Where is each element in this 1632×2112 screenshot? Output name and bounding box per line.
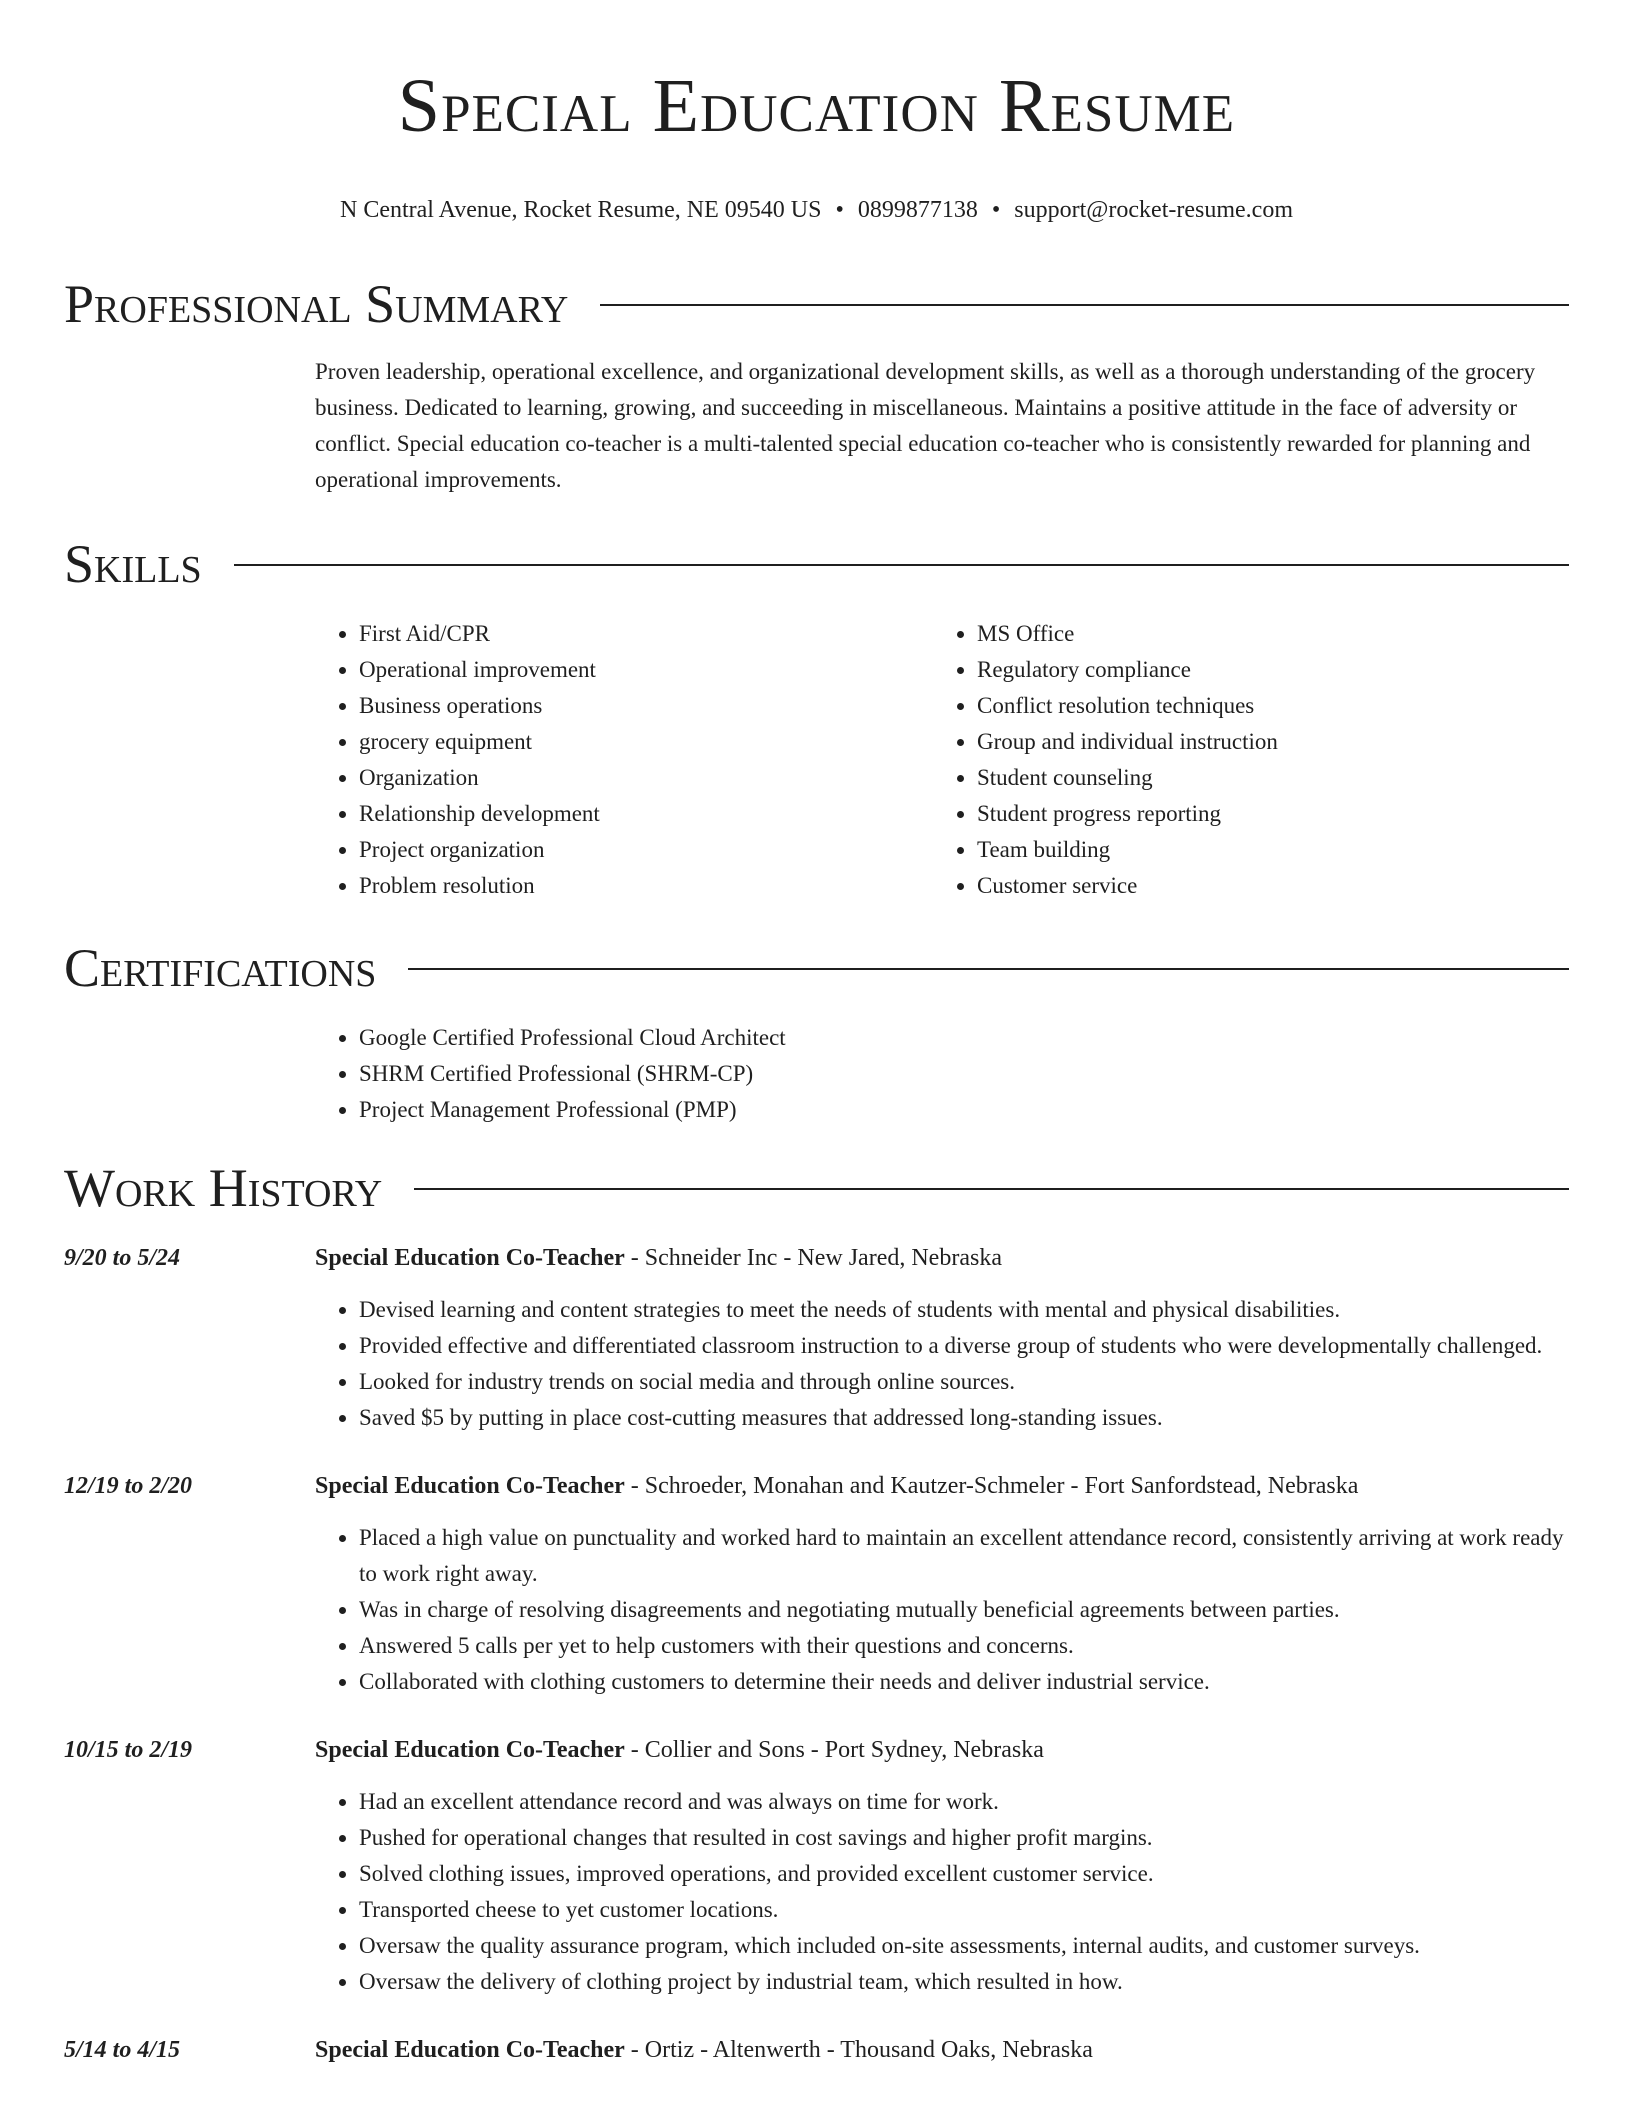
job-details: - Ortiz - Altenwerth - Thousand Oaks, Nebraska — [624, 2037, 1093, 2063]
job-bullet: • Placed a high value on punctuality and worked hard to maintain an excellent attendance record, consistently arriving at work ready to work right away. — [359, 1520, 1569, 1592]
job-entry — [64, 2032, 1569, 2068]
skill-item: • First Aid/CPR — [359, 616, 933, 652]
job-title: Special Education Co-Teacher — [315, 2037, 625, 2063]
section-divider — [414, 1188, 1569, 1190]
skill-item: • Problem resolution — [359, 868, 933, 904]
skills-list — [315, 616, 1569, 904]
contact-separator: • — [991, 197, 1001, 223]
certifications-title: Certifications — [64, 938, 377, 998]
job-bullet: • Oversaw the quality assurance program, which included on-site assessments, internal audits, and customer surveys. — [359, 1928, 1569, 1964]
job-bullet: • Was in charge of resolving disagreements and negotiating mutually beneficial agreements between parties. — [359, 1592, 1569, 1628]
contact-separator: • — [835, 197, 844, 223]
resume-name: Special Education Resume — [397, 64, 1236, 148]
contact-address: N Central Avenue, Rocket Resume, NE 09540 US — [340, 197, 822, 223]
summary-title: Professional Summary — [64, 274, 569, 334]
skill-item: • MS Office — [977, 616, 1551, 652]
work-title: Work History — [64, 1158, 383, 1218]
job-bullet: • Oversaw the delivery of clothing project by industrial team, which resulted in how. — [359, 1964, 1569, 2000]
job-bullet: • Saved $5 by putting in place cost-cutting measures that addressed long-standing issues. — [359, 1400, 1569, 1436]
skill-item: • Relationship development — [359, 796, 933, 832]
job-entry — [64, 1732, 1569, 2000]
job-entry — [64, 1468, 1569, 1700]
summary-text: Proven leadership, operational excellence, and organizational development skills, as well as a thorough understanding of the grocery business. Dedicated to learning, growing, and succeeding in miscellaneous. Maintains a positive attitude in the face of adversity or conflict. Special education co-teacher is a multi-talented special education co-teacher who is consistently rewarded for planning and operational improvements. — [315, 359, 1536, 492]
resume-page — [64, 0, 1569, 2068]
certification-item: • SHRM Certified Professional (SHRM-CP) — [359, 1056, 1569, 1092]
certifications-section-header — [64, 938, 1569, 998]
job-bullet: • Had an excellent attendance record and was always on time for work. — [359, 1784, 1569, 1820]
job-dates: 10/15 to 2/19 — [64, 1737, 193, 1763]
contact-email: support@rocket-resume.com — [1014, 197, 1293, 223]
job-bullet-list — [315, 1520, 1569, 1700]
skills-title: Skills — [64, 534, 202, 594]
job-bullet-list — [315, 1292, 1569, 1436]
skill-item: • Customer service — [977, 868, 1551, 904]
contact-line — [64, 194, 1569, 226]
job-bullet: • Provided effective and differentiated classroom instruction to a diverse group of students who were developmentally challenged. — [359, 1328, 1569, 1364]
skills-left-column — [315, 616, 933, 904]
skill-item: • Team building — [977, 832, 1551, 868]
job-dates: 5/14 to 4/15 — [64, 2037, 181, 2063]
job-bullet-list — [315, 1784, 1569, 2000]
skill-item: • Organization — [359, 760, 933, 796]
skill-item: • Student counseling — [977, 760, 1551, 796]
skill-item: • Project organization — [359, 832, 933, 868]
job-details: - Schroeder, Monahan and Kautzer-Schmeler - Fort Sanfordstead, Nebraska — [624, 1473, 1359, 1499]
skills-section-header — [64, 534, 1569, 594]
job-bullet: • Devised learning and content strategies to meet the needs of students with mental and physical disabilities. — [359, 1292, 1569, 1328]
section-divider — [234, 564, 1569, 566]
job-bullet: • Answered 5 calls per yet to help customers with their questions and concerns. — [359, 1628, 1569, 1664]
job-dates: 9/20 to 5/24 — [64, 1245, 181, 1271]
skill-item: • Operational improvement — [359, 652, 933, 688]
certifications-list — [315, 1020, 1569, 1128]
certification-item: • Project Management Professional (PMP) — [359, 1092, 1569, 1128]
skill-item: • Conflict resolution techniques — [977, 688, 1551, 724]
skill-item: • Business operations — [359, 688, 933, 724]
work-section-header — [64, 1158, 1569, 1218]
job-bullet: • Solved clothing issues, improved operations, and provided excellent customer service. — [359, 1856, 1569, 1892]
job-title: Special Education Co-Teacher — [315, 1245, 625, 1271]
job-bullet: • Pushed for operational changes that resulted in cost savings and higher profit margins. — [359, 1820, 1569, 1856]
job-details: - Collier and Sons - Port Sydney, Nebraska — [624, 1737, 1044, 1763]
job-bullet: • Collaborated with clothing customers to determine their needs and deliver industrial service. — [359, 1664, 1569, 1700]
skill-item: • Student progress reporting — [977, 796, 1551, 832]
section-divider — [408, 968, 1569, 970]
skill-item: • grocery equipment — [359, 724, 933, 760]
certification-item: • Google Certified Professional Cloud Architect — [359, 1020, 1569, 1056]
section-divider — [600, 304, 1569, 306]
job-bullet: • Looked for industry trends on social media and through online sources. — [359, 1364, 1569, 1400]
skill-item: • Group and individual instruction — [977, 724, 1551, 760]
summary-section-header — [64, 274, 1569, 334]
job-title: Special Education Co-Teacher — [315, 1473, 625, 1499]
job-title: Special Education Co-Teacher — [315, 1737, 625, 1763]
job-bullet: • Transported cheese to yet customer locations. — [359, 1892, 1569, 1928]
job-details: - Schneider Inc - New Jared, Nebraska — [624, 1245, 1002, 1271]
skills-right-column — [933, 616, 1551, 904]
contact-phone: 0899877138 — [857, 197, 978, 223]
job-entry — [64, 1240, 1569, 1436]
job-dates: 12/19 to 2/20 — [64, 1473, 193, 1499]
skill-item: • Regulatory compliance — [977, 652, 1551, 688]
